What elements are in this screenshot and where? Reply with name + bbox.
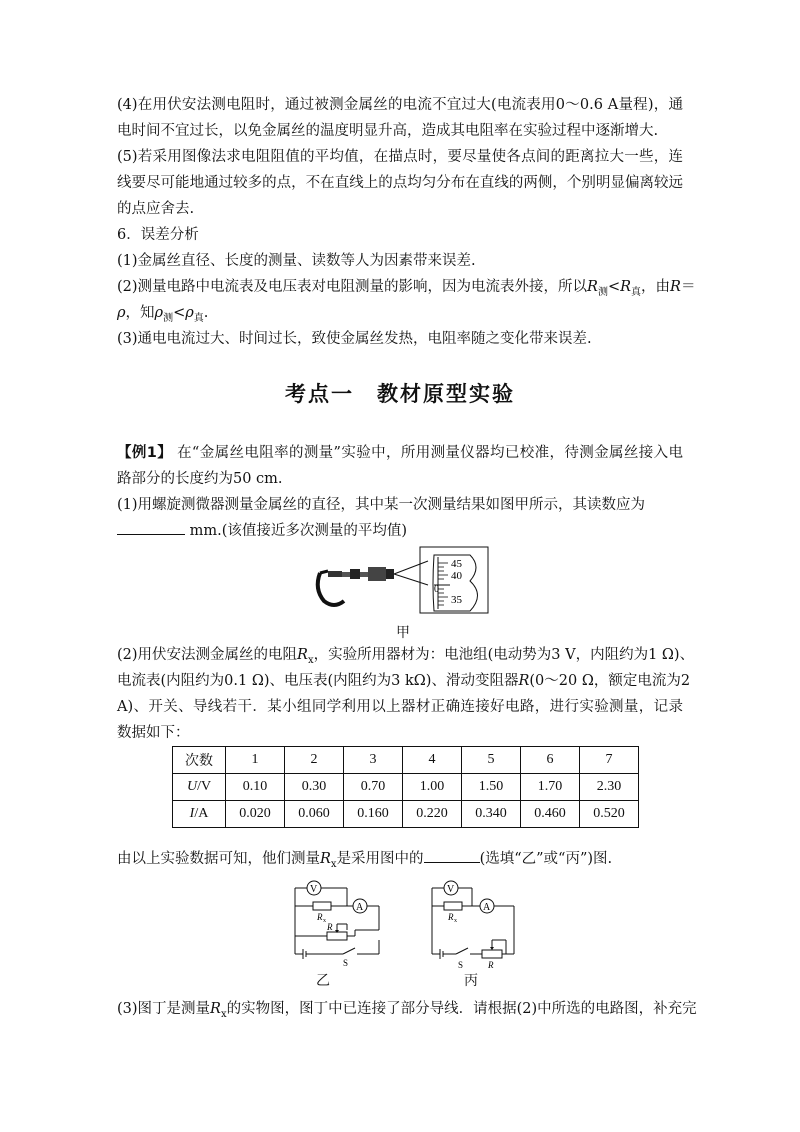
data-table	[172, 746, 639, 828]
rx-symbol: R	[297, 647, 308, 663]
table-header-cell: 3	[344, 747, 403, 774]
rx-sub: x	[307, 654, 314, 666]
error-item-3: (3)通电电流过大、时间过长，致使金属丝发热，电阻率随之变化带来误差.	[117, 331, 592, 347]
conclusion-text-b: 是采用图中的	[336, 851, 424, 867]
equals-sign: ＝	[680, 279, 696, 295]
table-row-label	[173, 774, 226, 801]
question-3-text-a: (3)图丁是测量	[117, 1001, 211, 1017]
table-cell: 0.160	[344, 801, 403, 828]
micrometer-tick-40: 40	[451, 570, 462, 582]
conclusion-text-c: (选填“乙”或“丙”)图.	[479, 851, 613, 867]
table-header-row	[173, 747, 639, 774]
question-1-unit: mm.(该值接近多次测量的平均值)	[189, 523, 408, 539]
question-2-line3: A)、开关、导线若干．某小组同学利用以上器材正确连接好电路，进行实验测量，记录数据如下：	[117, 699, 683, 741]
sub-measured: 测	[597, 286, 608, 298]
ammeter-label: A	[356, 902, 364, 913]
table-cell: 2.30	[580, 774, 639, 801]
table-cell: 0.340	[462, 801, 521, 828]
table-cell: 0.220	[403, 801, 462, 828]
rho-measured: ρ	[154, 305, 164, 321]
table-row-label	[173, 801, 226, 828]
table-cell: 1.50	[462, 774, 521, 801]
r-rheostat-symbol: R	[518, 673, 530, 689]
r-eq-symbol: R	[670, 279, 681, 295]
question-2-conclusion	[117, 846, 683, 878]
error-item-2-mid: ，由	[641, 279, 671, 295]
voltage-unit: /V	[197, 779, 212, 794]
section-title: 考点一 教材原型实验	[285, 382, 515, 406]
table-header-cell: 5	[462, 747, 521, 774]
answer-blank-1[interactable]	[117, 518, 185, 535]
table-row-current	[173, 801, 639, 828]
conclusion-x: x	[330, 858, 337, 870]
table-cell: 0.10	[226, 774, 285, 801]
error-item-2-know: ，知	[125, 305, 155, 321]
question-2-text-d: (0～20 Ω，额定电流为2	[529, 673, 691, 689]
switch-label: S	[343, 958, 349, 968]
rx-label: R	[317, 912, 323, 922]
conclusion-text-a: 由以上实验数据可知，他们测量	[117, 851, 320, 867]
table-header-cell: 1	[226, 747, 285, 774]
q3-r: R	[210, 1001, 221, 1017]
question-1-text: (1)用螺旋测微器测量金属丝的直径，其中某一次测量结果如图甲所示，其读数应为	[117, 497, 646, 513]
circuit-bing	[420, 874, 530, 970]
less-than-2: <	[173, 305, 186, 321]
question-2-line2	[117, 668, 691, 694]
micrometer-zero: 0	[434, 584, 439, 595]
table-cell: 0.70	[344, 774, 403, 801]
figure-yi-label: 乙	[316, 973, 330, 989]
less-than: <	[607, 279, 621, 295]
ammeter-label: A	[483, 902, 491, 913]
table-cell: 1.00	[403, 774, 462, 801]
question-3-text-b: 的实物图，图丁中已连接了部分导线．请根据(2)中所选的电路图，补充完	[226, 1001, 697, 1017]
voltage-var: U	[186, 779, 198, 794]
table-cell: 0.060	[285, 801, 344, 828]
paragraph-5: (5)若采用图像法求电阻阻值的平均值，在描点时，要尽量使各点间的距离拉大一些，连线要尽可能地通过较多的点，不在直线上的点均匀分布在直线的两侧，个别明显偏离较远的点应舍去.	[117, 149, 683, 217]
circuit-yi	[283, 874, 393, 970]
table-header-cell: 6	[521, 747, 580, 774]
rx-label: R	[448, 912, 454, 922]
table-cell: 0.020	[226, 801, 285, 828]
r-symbol-2: R	[620, 279, 632, 295]
q3-x: x	[220, 1008, 227, 1020]
rho-sub-true: 真	[193, 312, 204, 324]
table-cell: 0.520	[580, 801, 639, 828]
error-item-2-text: (2)测量电路中电流表及电压表对电阻测量的影响，因为电流表外接，所以	[117, 279, 588, 295]
table-header-cell: 7	[580, 747, 639, 774]
error-item-1: (1)金属丝直径、长度的测量、读数等人为因素带来误差.	[117, 253, 476, 269]
rho-true: ρ	[185, 305, 194, 321]
table-cell: 0.460	[521, 801, 580, 828]
question-2-text-c: 电流表(内阻约为0.1 Ω)、电压表(内阻约为3 kΩ)、滑动变阻器	[117, 673, 519, 689]
error-analysis-heading: 6．误差分析	[117, 227, 199, 243]
rx-sub-label: x	[454, 918, 457, 924]
rheostat-label: R	[488, 960, 494, 970]
conclusion-r: R	[320, 851, 331, 867]
figure-bing-label: 丙	[464, 973, 478, 989]
question-1	[117, 492, 683, 544]
example-tag: 【例1】	[117, 445, 173, 461]
table-header-cell: 次数	[173, 747, 226, 774]
example-intro-text: 在“金属丝电阻率的测量”实验中，所用测量仪器均已校准，待测金属丝接入电路部分的长度约为50 cm.	[117, 445, 683, 487]
answer-blank-2[interactable]	[424, 846, 480, 863]
table-row-voltage	[173, 774, 639, 801]
voltmeter-label: V	[447, 884, 455, 895]
table-header-cell: 4	[403, 747, 462, 774]
voltmeter-label: V	[310, 884, 318, 895]
period: .	[203, 305, 209, 321]
current-unit: /A	[194, 806, 209, 821]
micrometer-tick-35: 35	[451, 594, 462, 606]
current-var: I	[189, 806, 195, 821]
micrometer-tick-45: 45	[451, 558, 462, 570]
rheostat-label: R	[327, 922, 333, 932]
table-header-cell: 2	[285, 747, 344, 774]
table-cell: 0.30	[285, 774, 344, 801]
micrometer-figure	[310, 545, 490, 620]
rho-symbol: ρ	[117, 305, 126, 321]
rx-sub-label: x	[323, 918, 326, 924]
example-intro	[117, 440, 683, 492]
question-3	[117, 996, 697, 1028]
question-2-text-a: (2)用伏安法测金属丝的电阻	[117, 647, 298, 663]
figure-jia-label: 甲	[396, 625, 410, 641]
switch-label: S	[458, 960, 464, 970]
question-2-text-b: ，实验所用器材为：电池组(电动势为3 V，内阻约为1 Ω)、	[313, 647, 695, 663]
rho-sub-measured: 测	[163, 312, 174, 324]
paragraph-4: (4)在用伏安法测电阻时，通过被测金属丝的电流不宜过大(电流表用0～0.6 A量程)，通电时间不宜过长，以免金属丝的温度明显升高，造成其电阻率在实验过程中逐渐增大.	[117, 97, 683, 139]
r-symbol: R	[587, 279, 598, 295]
sub-true: 真	[631, 286, 642, 298]
table-cell: 1.70	[521, 774, 580, 801]
